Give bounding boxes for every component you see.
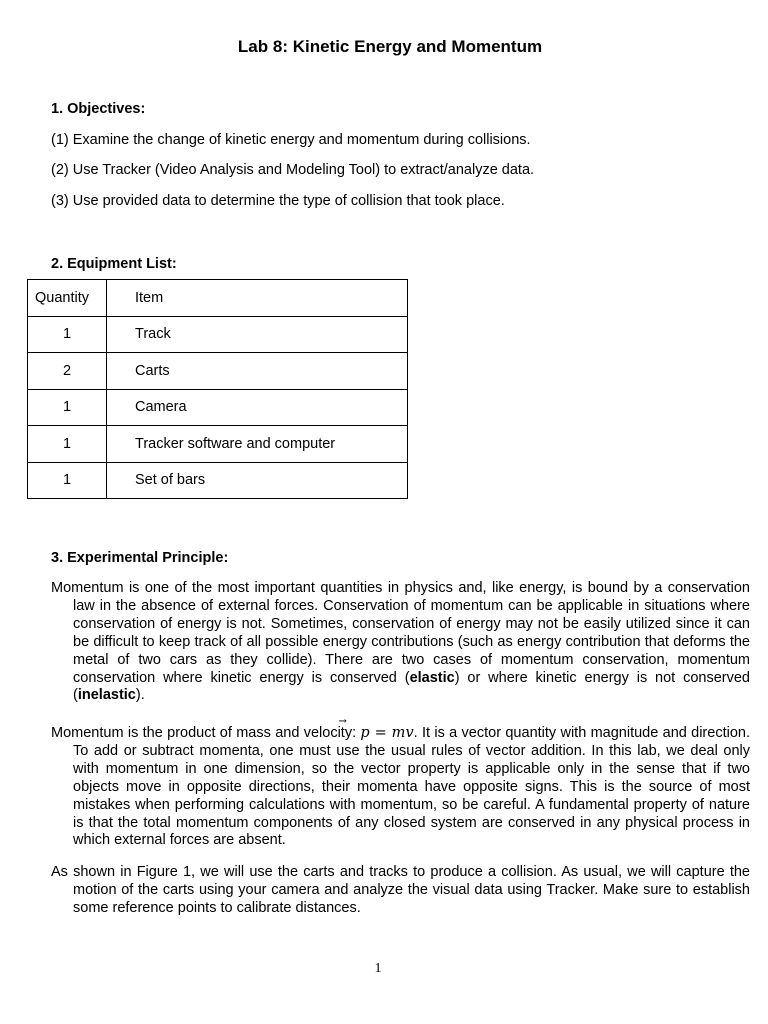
table-row [28, 389, 408, 426]
objective-item-3: (3) Use provided data to determine the type of collision that took place. [51, 193, 505, 209]
paragraph-text: . It is a vector quantity with magnitude and direction. To add or subtract momenta, one must use the usual rules of vector addition. In this lab, we deal only with momentum in one dimension, so the vector property is applicable only in the sense that if two objects move in opposite directions, their momenta have opposite signs. This is the source of most mistakes when performing calculations with momentum, so be careful. A fundamental property of nature is that the total momentum components of any closed system are conserved in any physical process in which external forces are absent. [73, 725, 750, 849]
column-header-item: Item [107, 280, 408, 317]
quantity-cell: 1 [28, 462, 107, 499]
page-title: Lab 8: Kinetic Energy and Momentum [237, 37, 543, 56]
table-row [28, 462, 408, 499]
quantity-cell: 1 [28, 316, 107, 353]
table-row [28, 316, 408, 353]
momentum-vector-symbol: → p [360, 725, 369, 741]
principle-heading: 3. Experimental Principle: [51, 550, 229, 566]
item-cell: Set of bars [107, 462, 408, 499]
principle-paragraph-2 [51, 725, 750, 850]
objective-item-2: (2) Use Tracker (Video Analysis and Modeling Tool) to extract/analyze data. [51, 162, 535, 178]
equipment-table [27, 279, 408, 499]
velocity-vector-symbol: → v [405, 725, 413, 741]
paragraph-text: ). [135, 687, 145, 704]
paragraph-text: Momentum is one of the most important quantities in physics and, like energy, is bound by a conservation law in the absence of external forces. Conservation of momentum can be applicable in situations where conservation of energy is not. Sometimes, conservation of energy may not be easily utilized since it can be difficult to keep track of all possible energy contributions (such as energy contribution that deforms the metal of two cars as they collide). There are two cases of momentum conservation, momentum conservation where kinetic energy is conserved ( [51, 580, 750, 686]
principle-paragraph-3: As shown in Figure 1, we will use the carts and tracks to produce a collision. As usual, we will capture the motion of the carts using your camera and analyze the visual data using Tracker. Make sure to establish some reference points to calibrate distances. [51, 864, 750, 916]
quantity-cell: 1 [28, 389, 107, 426]
item-cell: Carts [107, 353, 408, 390]
objective-item-1: (1) Examine the change of kinetic energy and momentum during collisions. [51, 132, 531, 148]
equipment-heading: 2. Equipment List: [51, 256, 177, 272]
quantity-cell: 2 [28, 353, 107, 390]
equation-middle: = m [369, 725, 406, 741]
principle-paragraph-1 [51, 580, 750, 705]
objectives-heading: 1. Objectives: [51, 101, 146, 117]
table-row [28, 426, 408, 463]
column-header-quantity: Quantity [28, 280, 107, 317]
paragraph-text: Momentum is the product of mass and velocity: [51, 725, 361, 741]
paragraph-text: ) or where kinetic energy is not conserved ( [73, 669, 750, 704]
quantity-cell: 1 [28, 426, 107, 463]
item-cell: Track [107, 316, 408, 353]
item-cell: Camera [107, 389, 408, 426]
elastic-term: elastic [409, 669, 455, 686]
table-row [28, 353, 408, 390]
item-cell: Tracker software and computer [107, 426, 408, 463]
page-number: 1 [374, 961, 382, 976]
inelastic-term: inelastic [77, 687, 136, 704]
momentum-equation [360, 725, 413, 741]
table-header-row [28, 280, 408, 317]
